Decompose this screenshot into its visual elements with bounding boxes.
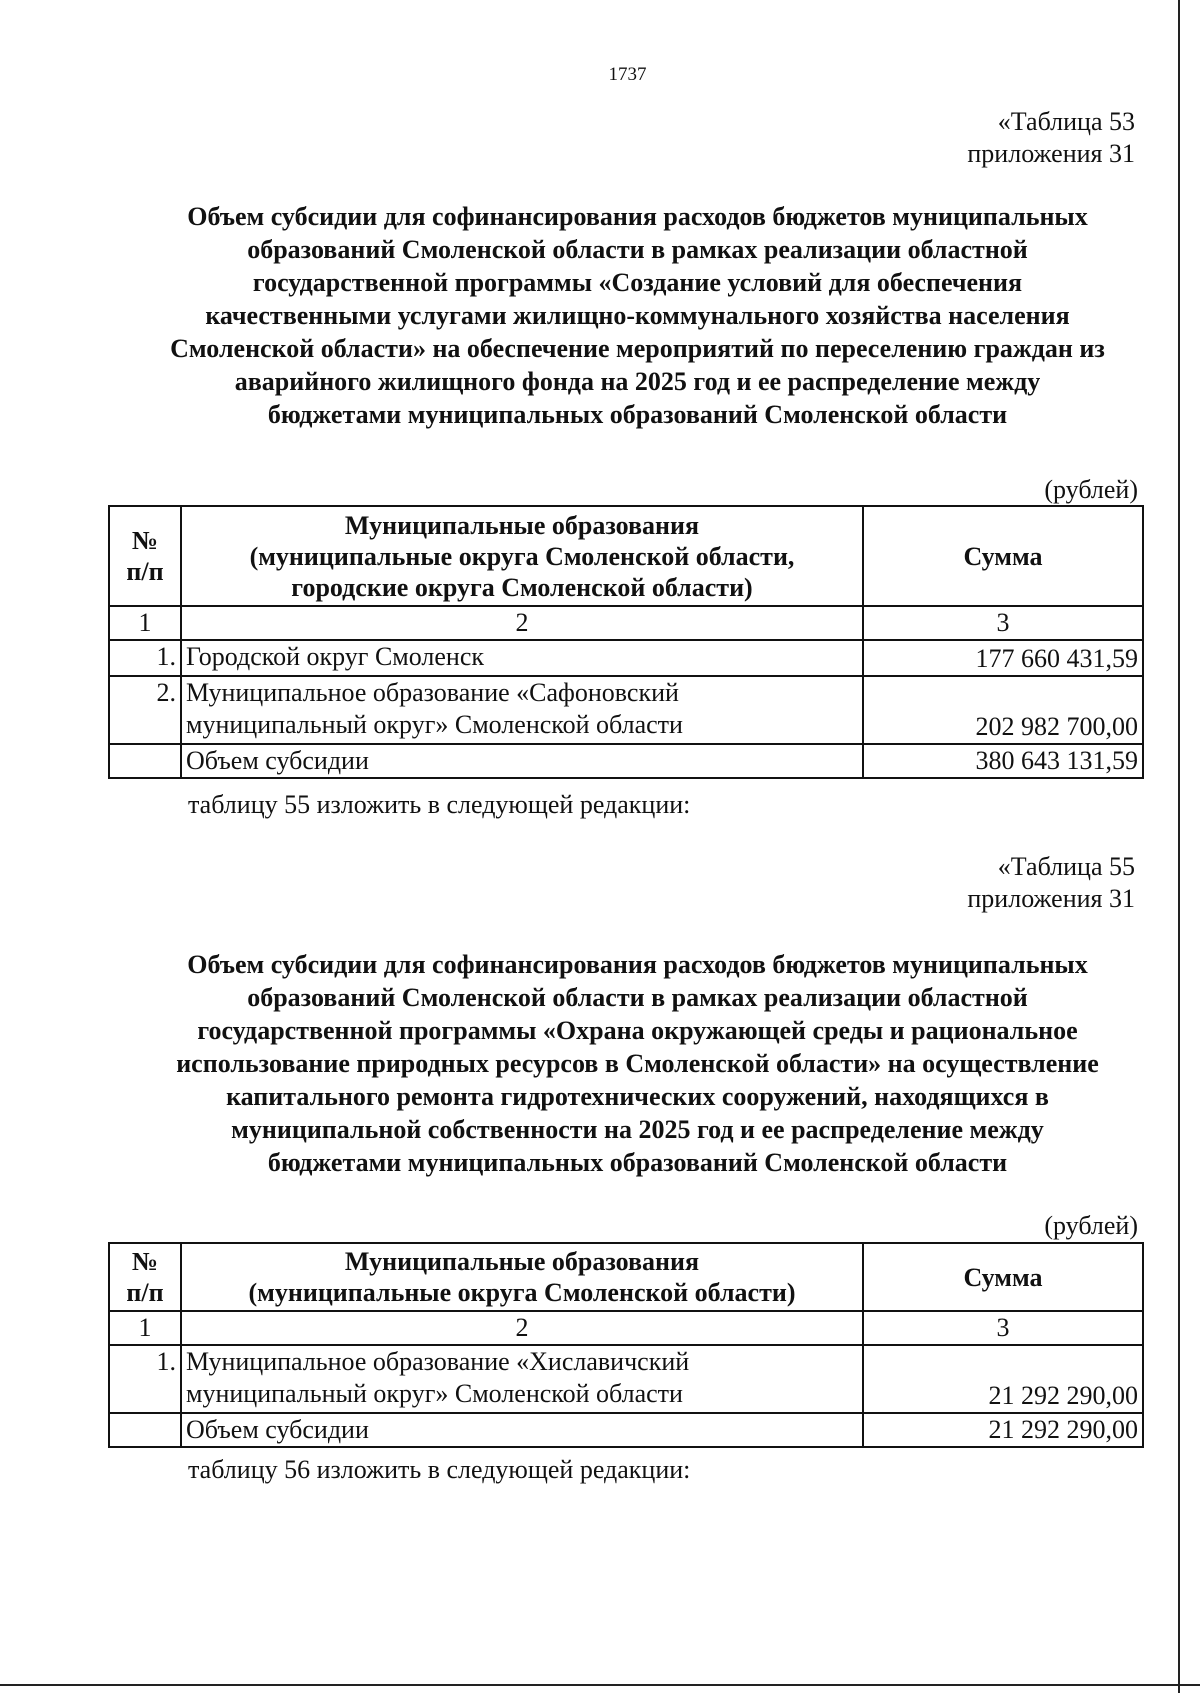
table-row (109, 676, 1143, 744)
header-text: городские округа Смоленской области) (291, 572, 753, 602)
total-row (109, 744, 1143, 778)
title-line: качественными услугами жилищно-коммунального хозяйства населения (205, 301, 1070, 330)
row-sum: 21 292 290,00 (863, 1345, 1143, 1413)
total-label: Объем субсидии (181, 744, 863, 778)
table-53 (108, 505, 1144, 779)
title-line: муниципальной собственности на 2025 год и ее распределение между (231, 1115, 1044, 1144)
row-name: Городской округ Смоленск (181, 640, 863, 676)
header-text: п/п (126, 1278, 164, 1307)
title-line: аварийного жилищного фонда на 2025 год и ее распределение между (234, 367, 1041, 396)
table-53-reference (967, 106, 1135, 170)
column-number: 2 (181, 1311, 863, 1345)
table-header-row (109, 1243, 1143, 1311)
header-name (181, 506, 863, 606)
table-ref-line: «Таблица 55 (997, 852, 1135, 881)
table-row (109, 640, 1143, 676)
units-label: (рублей) (1044, 475, 1138, 504)
header-text: Муниципальные образования (344, 1247, 700, 1276)
title-line: Объем субсидии для софинансирования расходов бюджетов муниципальных (187, 950, 1088, 979)
title-line: образований Смоленской области в рамках реализации областной (247, 983, 1028, 1012)
title-line: государственной программы «Охрана окружающей среды и рациональное (197, 1016, 1078, 1045)
title-line: Смоленской области» на обеспечение мероприятий по переселению граждан из (170, 334, 1105, 363)
title-line: Объем субсидии для софинансирования расходов бюджетов муниципальных (187, 202, 1088, 231)
row-number: 1. (109, 640, 181, 676)
row-name-line: Муниципальное образование «Хиславичский (186, 1347, 690, 1376)
table-row (109, 1345, 1143, 1413)
table-ref-line: «Таблица 53 (997, 107, 1135, 136)
total-sum: 380 643 131,59 (863, 744, 1143, 778)
header-name (181, 1243, 863, 1311)
title-line: использование природных ресурсов в Смоленской области» на осуществление (176, 1049, 1099, 1078)
header-text: № (131, 526, 159, 555)
table-53-title (105, 200, 1170, 431)
instruction-text: таблицу 56 изложить в следующей редакции: (188, 1455, 691, 1484)
units-label: (рублей) (1044, 1211, 1138, 1240)
header-text: (муниципальные округа Смоленской области, (249, 541, 795, 571)
header-num (109, 506, 181, 606)
row-name-line: Муниципальное образование «Сафоновский (186, 678, 679, 707)
column-number: 3 (863, 1311, 1143, 1345)
header-text: Муниципальные образования (344, 510, 700, 540)
row-name-line: муниципальный округ» Смоленской области (186, 1379, 683, 1408)
scan-border-right (1178, 0, 1180, 1693)
title-line: бюджетами муниципальных образований Смоленской области (267, 400, 1008, 429)
total-row (109, 1413, 1143, 1447)
table-ref-line: приложения 31 (967, 884, 1135, 913)
header-num (109, 1243, 181, 1311)
table-55 (108, 1242, 1144, 1448)
scan-border-bottom (0, 1684, 1200, 1686)
instruction-text: таблицу 55 изложить в следующей редакции: (188, 790, 691, 819)
title-line: капитального ремонта гидротехнических сооружений, находящихся в (226, 1082, 1049, 1111)
column-number-row (109, 606, 1143, 640)
row-name-line: муниципальный округ» Смоленской области (186, 710, 683, 739)
row-number: 2. (109, 676, 181, 744)
table-ref-line: приложения 31 (967, 139, 1135, 168)
row-sum: 177 660 431,59 (863, 640, 1143, 676)
column-number: 2 (181, 606, 863, 640)
total-empty-cell (109, 744, 181, 778)
column-number: 1 (109, 1311, 181, 1345)
total-label: Объем субсидии (181, 1413, 863, 1447)
row-name (181, 676, 863, 744)
total-empty-cell (109, 1413, 181, 1447)
row-number: 1. (109, 1345, 181, 1413)
row-name (181, 1345, 863, 1413)
title-line: бюджетами муниципальных образований Смоленской области (267, 1148, 1008, 1177)
column-number-row (109, 1311, 1143, 1345)
page-number: 1737 (608, 64, 647, 85)
header-sum: Сумма (863, 506, 1143, 606)
table-header-row (109, 506, 1143, 606)
column-number: 3 (863, 606, 1143, 640)
row-sum: 202 982 700,00 (863, 676, 1143, 744)
table-55-reference (967, 851, 1135, 915)
column-number: 1 (109, 606, 181, 640)
header-sum: Сумма (863, 1243, 1143, 1311)
title-line: государственной программы «Создание условий для обеспечения (252, 268, 1023, 297)
header-text: (муниципальные округа Смоленской области) (248, 1278, 796, 1307)
title-line: образований Смоленской области в рамках реализации областной (247, 235, 1028, 264)
header-text: № (131, 1247, 159, 1276)
header-text: п/п (126, 557, 164, 586)
table-55-title (105, 948, 1170, 1179)
total-sum: 21 292 290,00 (863, 1413, 1143, 1447)
